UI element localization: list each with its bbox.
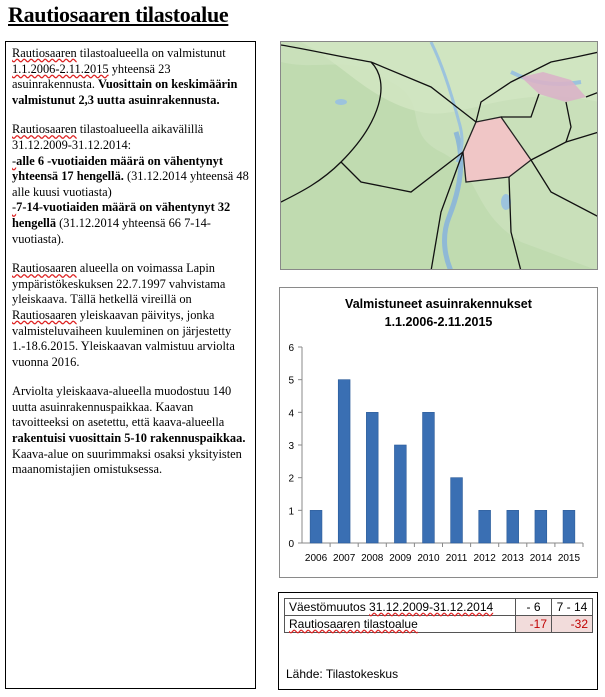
y-tick-label: 3	[288, 441, 294, 452]
text-span: :	[127, 137, 132, 152]
y-tick-label: 6	[288, 343, 294, 354]
map-graphic	[281, 42, 598, 270]
text-span: yleiskaavan päivitys, jonka valmisteluvaiheen kuuleminen on järjestetty 1.-18.6.2015. Yleiskaavan valmistuu arviolta vuonna 2016.	[12, 307, 235, 369]
text-span: (31.12.2014 yhteensä 48 alle kuusi vuotiasta)	[12, 169, 249, 199]
chart-title-line1: Valmistuneet asuinrakennukset	[345, 297, 532, 311]
text-span: Arviolta yleiskaava-alueella muodostuu 140 uutta asuinrakennuspaikkaa. Kaavan tavoitteeksi on asetettu, että kaava-alueella	[12, 384, 232, 430]
x-tick-label: 2013	[501, 553, 524, 564]
bar-2010	[423, 412, 435, 543]
bar-2006	[310, 510, 322, 543]
area-name: Rautiosaaren	[12, 46, 77, 60]
x-tick-label: 2011	[445, 553, 468, 564]
y-tick-label: 0	[288, 539, 294, 550]
paragraph-building-plots	[12, 384, 250, 478]
bar-2012	[479, 510, 491, 543]
text-span: yhteensä 23 asuinrakennusta.	[12, 61, 171, 92]
text-span: tilastoalueella aikavälillä	[76, 122, 204, 137]
x-tick-label: 2015	[557, 553, 581, 564]
table-header-row	[285, 599, 593, 616]
chart-title-line2: 1.1.2006-2.11.2015	[384, 315, 493, 329]
x-tick-label: 2009	[389, 553, 412, 564]
table-row-label	[285, 616, 516, 633]
paragraph-completed-buildings	[12, 46, 250, 108]
bar-2014	[535, 510, 547, 543]
date-range: 1.1.2006-2.11.2015	[12, 61, 109, 76]
chart-plot	[280, 288, 597, 577]
table-row	[285, 616, 593, 633]
bullet-dash: -	[12, 200, 17, 215]
area-name: Rautiosaaren	[12, 261, 77, 276]
area-name: Rautiosaaren	[12, 307, 77, 322]
y-tick-label: 5	[288, 375, 294, 387]
page-title: Rautiosaaren tilastoalue	[8, 2, 229, 27]
x-tick-label: 2010	[417, 553, 440, 564]
x-tick-label: 2007	[333, 553, 356, 564]
text-span: (31.12.2014 yhteensä 66 7-14-vuotiasta).	[12, 215, 211, 246]
paragraph-population-change	[12, 122, 250, 247]
text-span: Väestömuutos	[289, 600, 370, 614]
text-span: tilastoalueella on valmistunut	[76, 46, 226, 60]
bar-2009	[394, 445, 406, 543]
bar-2008	[366, 412, 378, 543]
bold-text: 7-14-vuotiaiden määrä on vähentynyt 32 hengellä	[12, 200, 231, 230]
buildings-chart	[279, 287, 598, 578]
x-tick-label: 2014	[529, 553, 552, 564]
x-tick-label: 2006	[304, 553, 328, 564]
y-tick-label: 1	[288, 506, 294, 518]
y-tick-label: 4	[288, 408, 294, 420]
source-note: Lähde: Tilastokeskus	[286, 667, 399, 681]
table-cell-value1: -17	[516, 616, 552, 633]
area-name: Rautiosaaren tilastoalue	[289, 617, 418, 631]
table-header-col2: 7 - 14	[552, 599, 593, 616]
paragraph-master-plan	[12, 261, 250, 370]
bold-text: Vuosittain on keskimäärin valmistunut 2,3 uutta asuinrakennusta.	[12, 77, 238, 107]
area-map	[280, 41, 598, 270]
description-panel	[5, 41, 256, 689]
table-cell-value2: -32	[552, 616, 593, 633]
table-header-col1: - 6	[516, 599, 552, 616]
x-tick-label: 2008	[361, 553, 384, 564]
text-span: Kaava-alue on suurimmaksi osaksi yksityisten maanomistajien omistuksessa.	[12, 446, 242, 477]
date-range: 31.12.2009-31.12.2014	[12, 137, 128, 152]
bullet-dash: -	[12, 153, 17, 168]
bold-text: alle 6 -vuotiaiden määrä on vähentynyt yhteensä 17 hengellä.	[12, 153, 224, 184]
y-tick-label: 2	[288, 473, 294, 485]
population-change-panel	[278, 592, 598, 690]
bar-2011	[451, 478, 463, 543]
table-header-label	[285, 599, 516, 616]
date-range: 31.12.2009-31.12.2014	[369, 600, 494, 614]
bar-2013	[507, 510, 519, 543]
bold-text: rakentuisi vuosittain 5-10 rakennuspaikkaa.	[12, 431, 246, 446]
text-span: alueella on voimassa Lapin ympäristökeskuksen 22.7.1997 vahvistama yleiskaava. Tällä hetkellä vireillä on	[12, 261, 226, 307]
bar-2015	[563, 510, 575, 543]
bar-2007	[338, 380, 350, 543]
area-name: Rautiosaaren	[12, 122, 77, 137]
population-table	[284, 598, 593, 633]
x-tick-label: 2012	[473, 553, 496, 564]
